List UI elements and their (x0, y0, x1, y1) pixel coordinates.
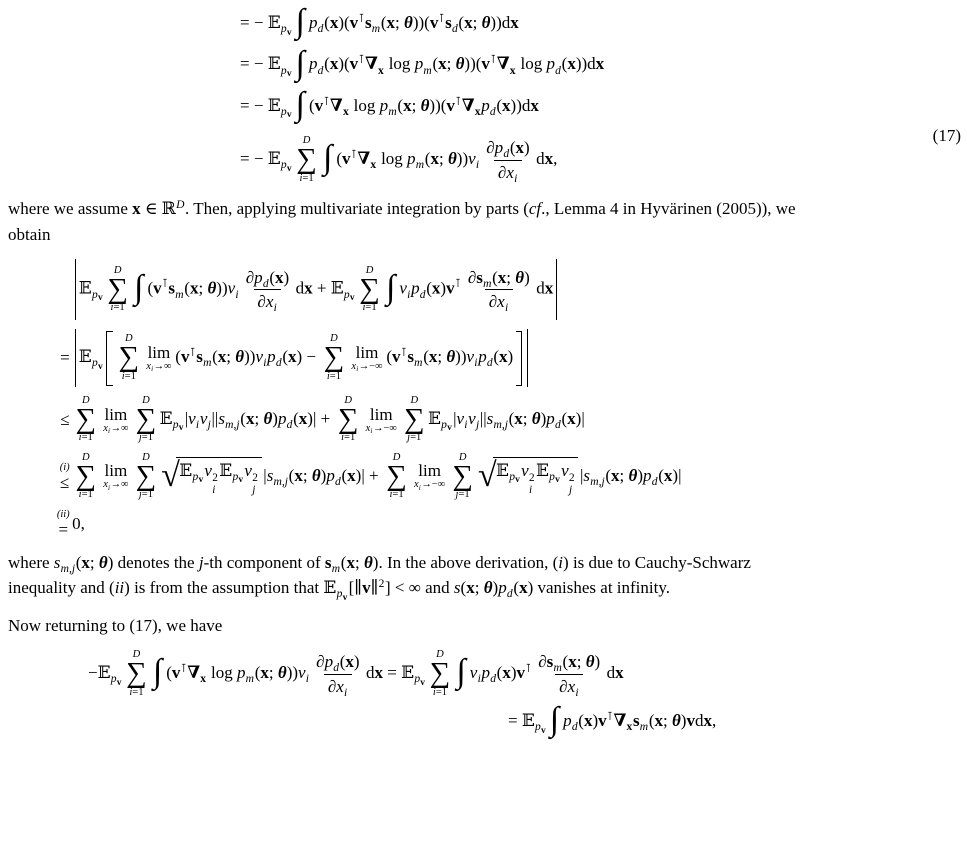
paragraph-assume: where we assume x ∈ ℝ$^D$. Then, applying multivariate integration by parts (cf., Lemma 4 in Hyvärinen (2005)), we obtain (8, 197, 796, 244)
relation-symbol: = (60, 348, 70, 368)
relation-symbol: (i) ≤ (59, 461, 70, 492)
equation-row (34, 510, 957, 538)
expression: 𝔼$_{p_v}$ D ∑ i=1 lim $x_i\to\infty$ ($v^⊺s_m(x$; $\theta))v_ip_d(x)$ − D ∑ i=1 lim $x_i\to-\infty$ ($v^⊺s_m(x$; $\theta))v_ip_d(x)$ (72, 329, 531, 387)
relation-symbol: ≤ (60, 409, 70, 429)
equation-17-lines (240, 3, 955, 185)
equation-line: = − 𝔼$_{p_v}$ D ∑ i=1 ∫ ($v^⊺\nabla_x$ $\log p_m(x$; $\theta))v_i$ $\frac{\partial p_d(x)}{\partial x_i}$ dx, (240, 135, 558, 185)
equation-line: = − 𝔼$_{p_v}$ ∫ ($v^⊺\nabla_x$ $\log p_m(x$; $\theta))(v^⊺\nabla_xp_d(x))dx$ (240, 86, 539, 124)
equation-block-17 (240, 3, 961, 185)
equation-row (34, 453, 957, 501)
paragraph-cauchy-schwarz: where $s_{m,j}(x$; θ) denotes the j-th component of $s_m(x$; θ). In the above derivation, (i) is due to Cauchy-Schwarz inequality and (ii) is from the assumption that 𝔼$_{p_v}$[∥v∥$^2$] < ∞ and s(x; $\theta)p_d(x)$ vanishes at infinity. (8, 552, 751, 603)
expression: 𝔼$_{p_v}$ D ∑ i=1 ∫ ($v^⊺s_m(x$; $\theta))v_i$ $\frac{\partial p_d(x)}{\partial x_i}$ dx + 𝔼$_{p_v}$ D ∑ i=1 ∫ $v_ip_d(x)v^⊺$ $\frac{\partial s_m(x; \theta)}{\partial x_i}$ dx (72, 259, 560, 320)
equation-line: = − 𝔼$_{p_v}$ ∫ $p_d(x)(v^⊺s_m(x$; $\theta))(v^⊺s_d(x$; θ))dx (240, 3, 519, 41)
final-equation-block (8, 649, 957, 739)
equation-number: (17) (932, 126, 961, 146)
equation-line: = − 𝔼$_{p_v}$ ∫ $p_d(x)(v^⊺\nabla_x$ $\log p_m(x$; $\theta))(v^⊺\nabla_x$ $\log p_d(x))dx$ (240, 44, 605, 82)
derivation-block (34, 259, 957, 538)
expression: D ∑ i=1 lim $x_i\to\infty$ D ∑ j=1 √ 𝔼$_{p_v}$v 2 i 𝔼$_{p_v}$v 2 j $|s_{m,j}(x$; $\theta)p_d(x)|$ + D ∑ i=1 lim $x_i\to-\infty$ D ∑ j=1 √ 𝔼$_{p_v}$v 2 i 𝔼$_{p_v}$v 2 j $|s_{m,j}(x$; $\theta)p_d(x)|$ (75, 451, 682, 500)
equation-line: −𝔼$_{p_v}$ D ∑ i=1 ∫ ($v^⊺\nabla_x$ $\log p_m(x$; $\theta))v_i$ $\frac{\partial p_d(x)}{\partial x_i}$ dx = 𝔼$_{p_v}$ D ∑ i=1 ∫ $v_ip_d(x)v^⊺$ $\frac{\partial s_m(x; \theta)}{\partial x_i}$ dx (88, 649, 624, 699)
equation-row (34, 396, 957, 444)
equation-row (34, 259, 957, 320)
paragraph-returning: Now returning to (17), we have (8, 615, 223, 635)
relation-symbol: (ii) = (56, 508, 70, 539)
expression: 0, (72, 513, 85, 533)
expression: D ∑ i=1 lim $x_i\to\infty$ D ∑ j=1 $𝔼_{p_v}|v_iv_j||s_{m,j}(x$; $\theta)p_d(x)|$ + D ∑ i=1 lim $x_i\to-\infty$ D ∑ j=1 $𝔼_{p_v}|v_iv_j||s_{m,j}(x$; $\theta)p_d(x)|$ (75, 395, 585, 444)
equation-row (34, 329, 957, 387)
equation-line: = 𝔼$_{p_v}$ ∫ $p_d(x)v^⊺\nabla_xs_m(x$; θ)vdx, (508, 701, 717, 739)
